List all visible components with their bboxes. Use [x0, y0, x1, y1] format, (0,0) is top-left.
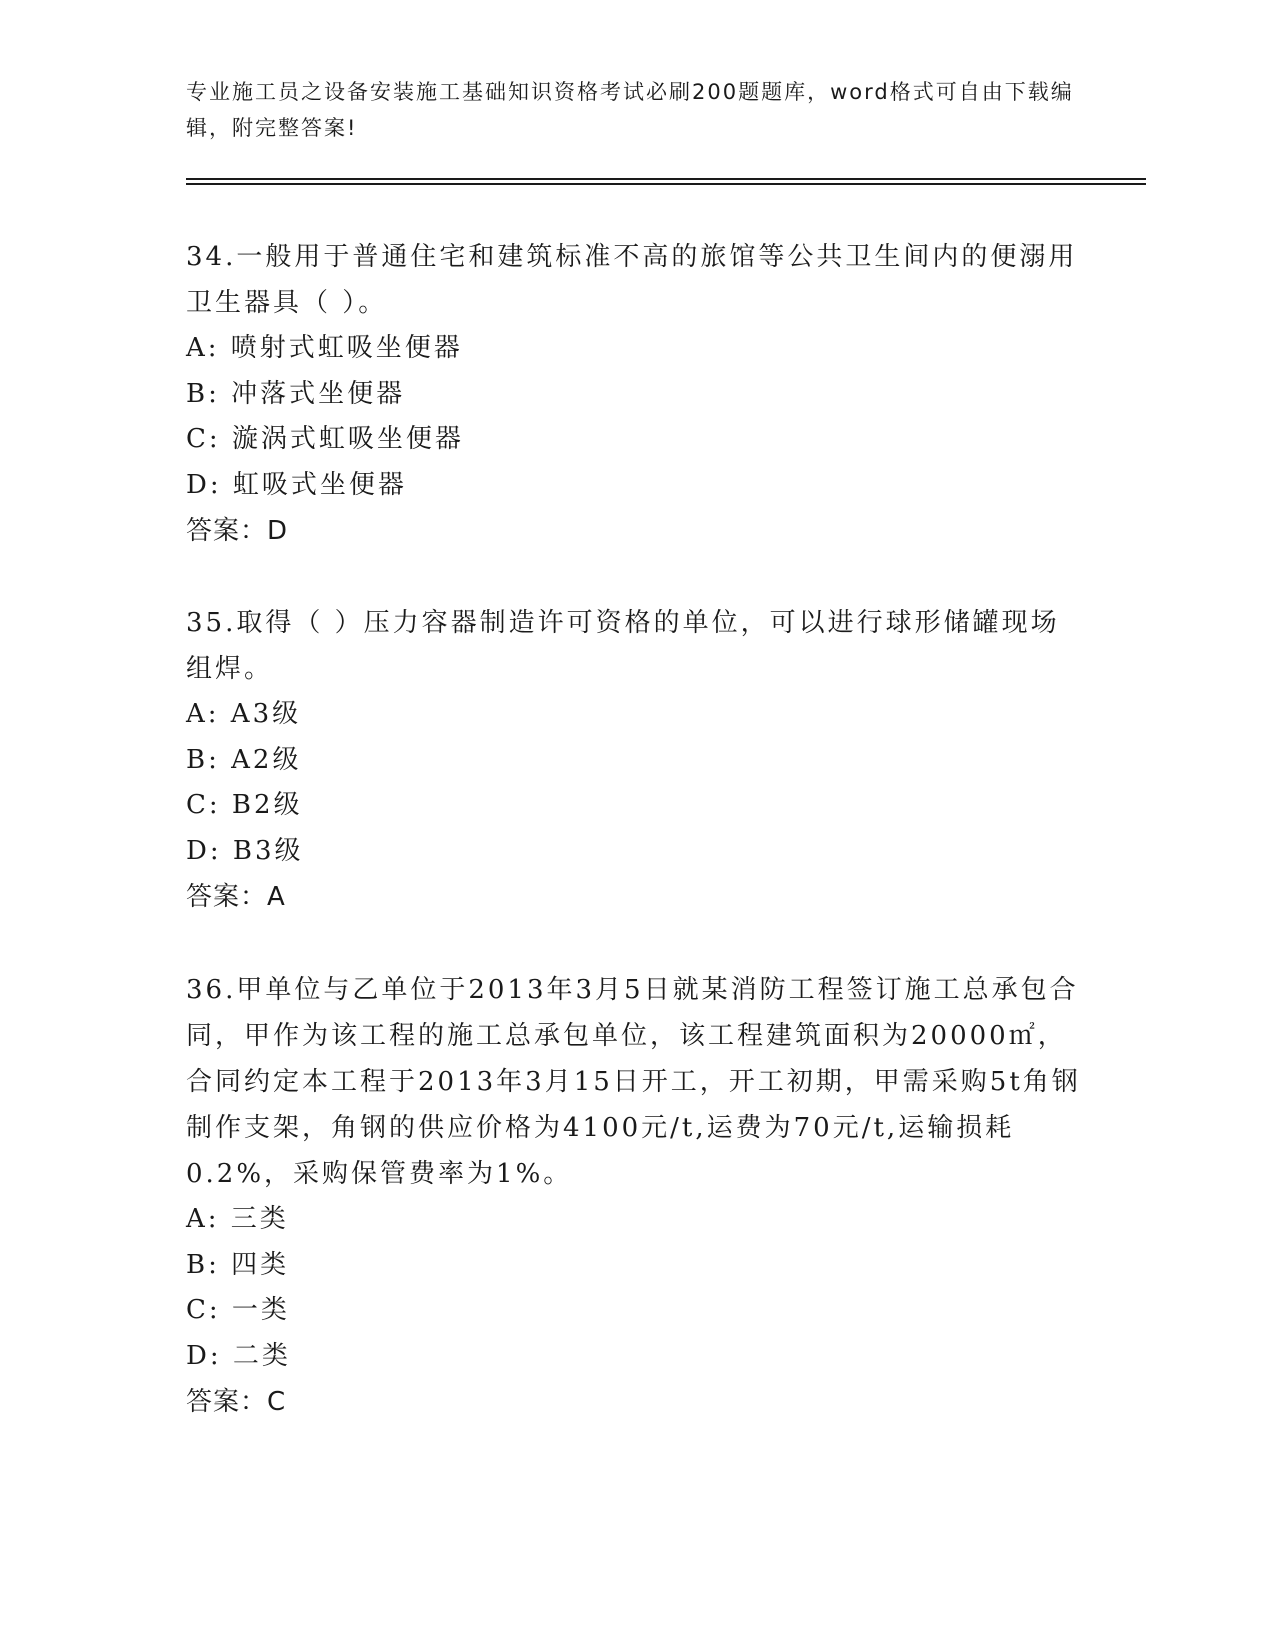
header-divider-top [186, 178, 1146, 180]
answer-line: 答案：D [186, 516, 289, 546]
question-stem: 36.甲单位与乙单位于2013年3月5日就某消防工程签订施工总承包合同，甲作为该工程的施工总承包单位，该工程建筑面积为20000㎡，合同约定本工程于2013年3月15日开工，开工初期，甲需采购5t角钢制作支架，角钢的供应价格为4100元/t,运费为70元/t,运输损耗0.2%，采购保管费率为1%。 [186, 975, 1081, 1189]
question-35 [186, 600, 1086, 920]
option-a: A: 三类 [186, 1204, 289, 1234]
question-stem: 35.取得（ ）压力容器制造许可资格的单位，可以进行球形储罐现场组焊。 [186, 608, 1060, 684]
option-b: B: A2级 [186, 744, 302, 775]
document-header [186, 74, 1086, 146]
option-d: D: B3级 [186, 835, 304, 866]
option-d: D: 二类 [186, 1340, 291, 1371]
question-34 [186, 234, 1086, 554]
option-b: B: 四类 [186, 1249, 290, 1280]
option-d: D: 虹吸式坐便器 [186, 469, 407, 500]
header-title: 专业施工员之设备安装施工基础知识资格考试必刷200题题库，word格式可自由下载编辑，附完整答案! [186, 80, 1074, 140]
option-a: A: A3级 [186, 699, 302, 729]
option-a: A: 喷射式虹吸坐便器 [186, 333, 463, 363]
answer-line: 答案：A [186, 882, 286, 912]
question-stem: 34.一般用于普通住宅和建筑标准不高的旅馆等公共卫生间内的便溺用卫生器具（ ）。 [186, 242, 1078, 318]
option-c: C: 漩涡式虹吸坐便器 [186, 424, 464, 454]
option-c: C: B2级 [186, 790, 303, 820]
answer-line: 答案：C [186, 1387, 287, 1417]
option-b: B: 冲落式坐便器 [186, 378, 406, 409]
option-c: C: 一类 [186, 1295, 290, 1325]
header-divider-bottom [186, 183, 1146, 185]
question-36 [186, 967, 1086, 1425]
